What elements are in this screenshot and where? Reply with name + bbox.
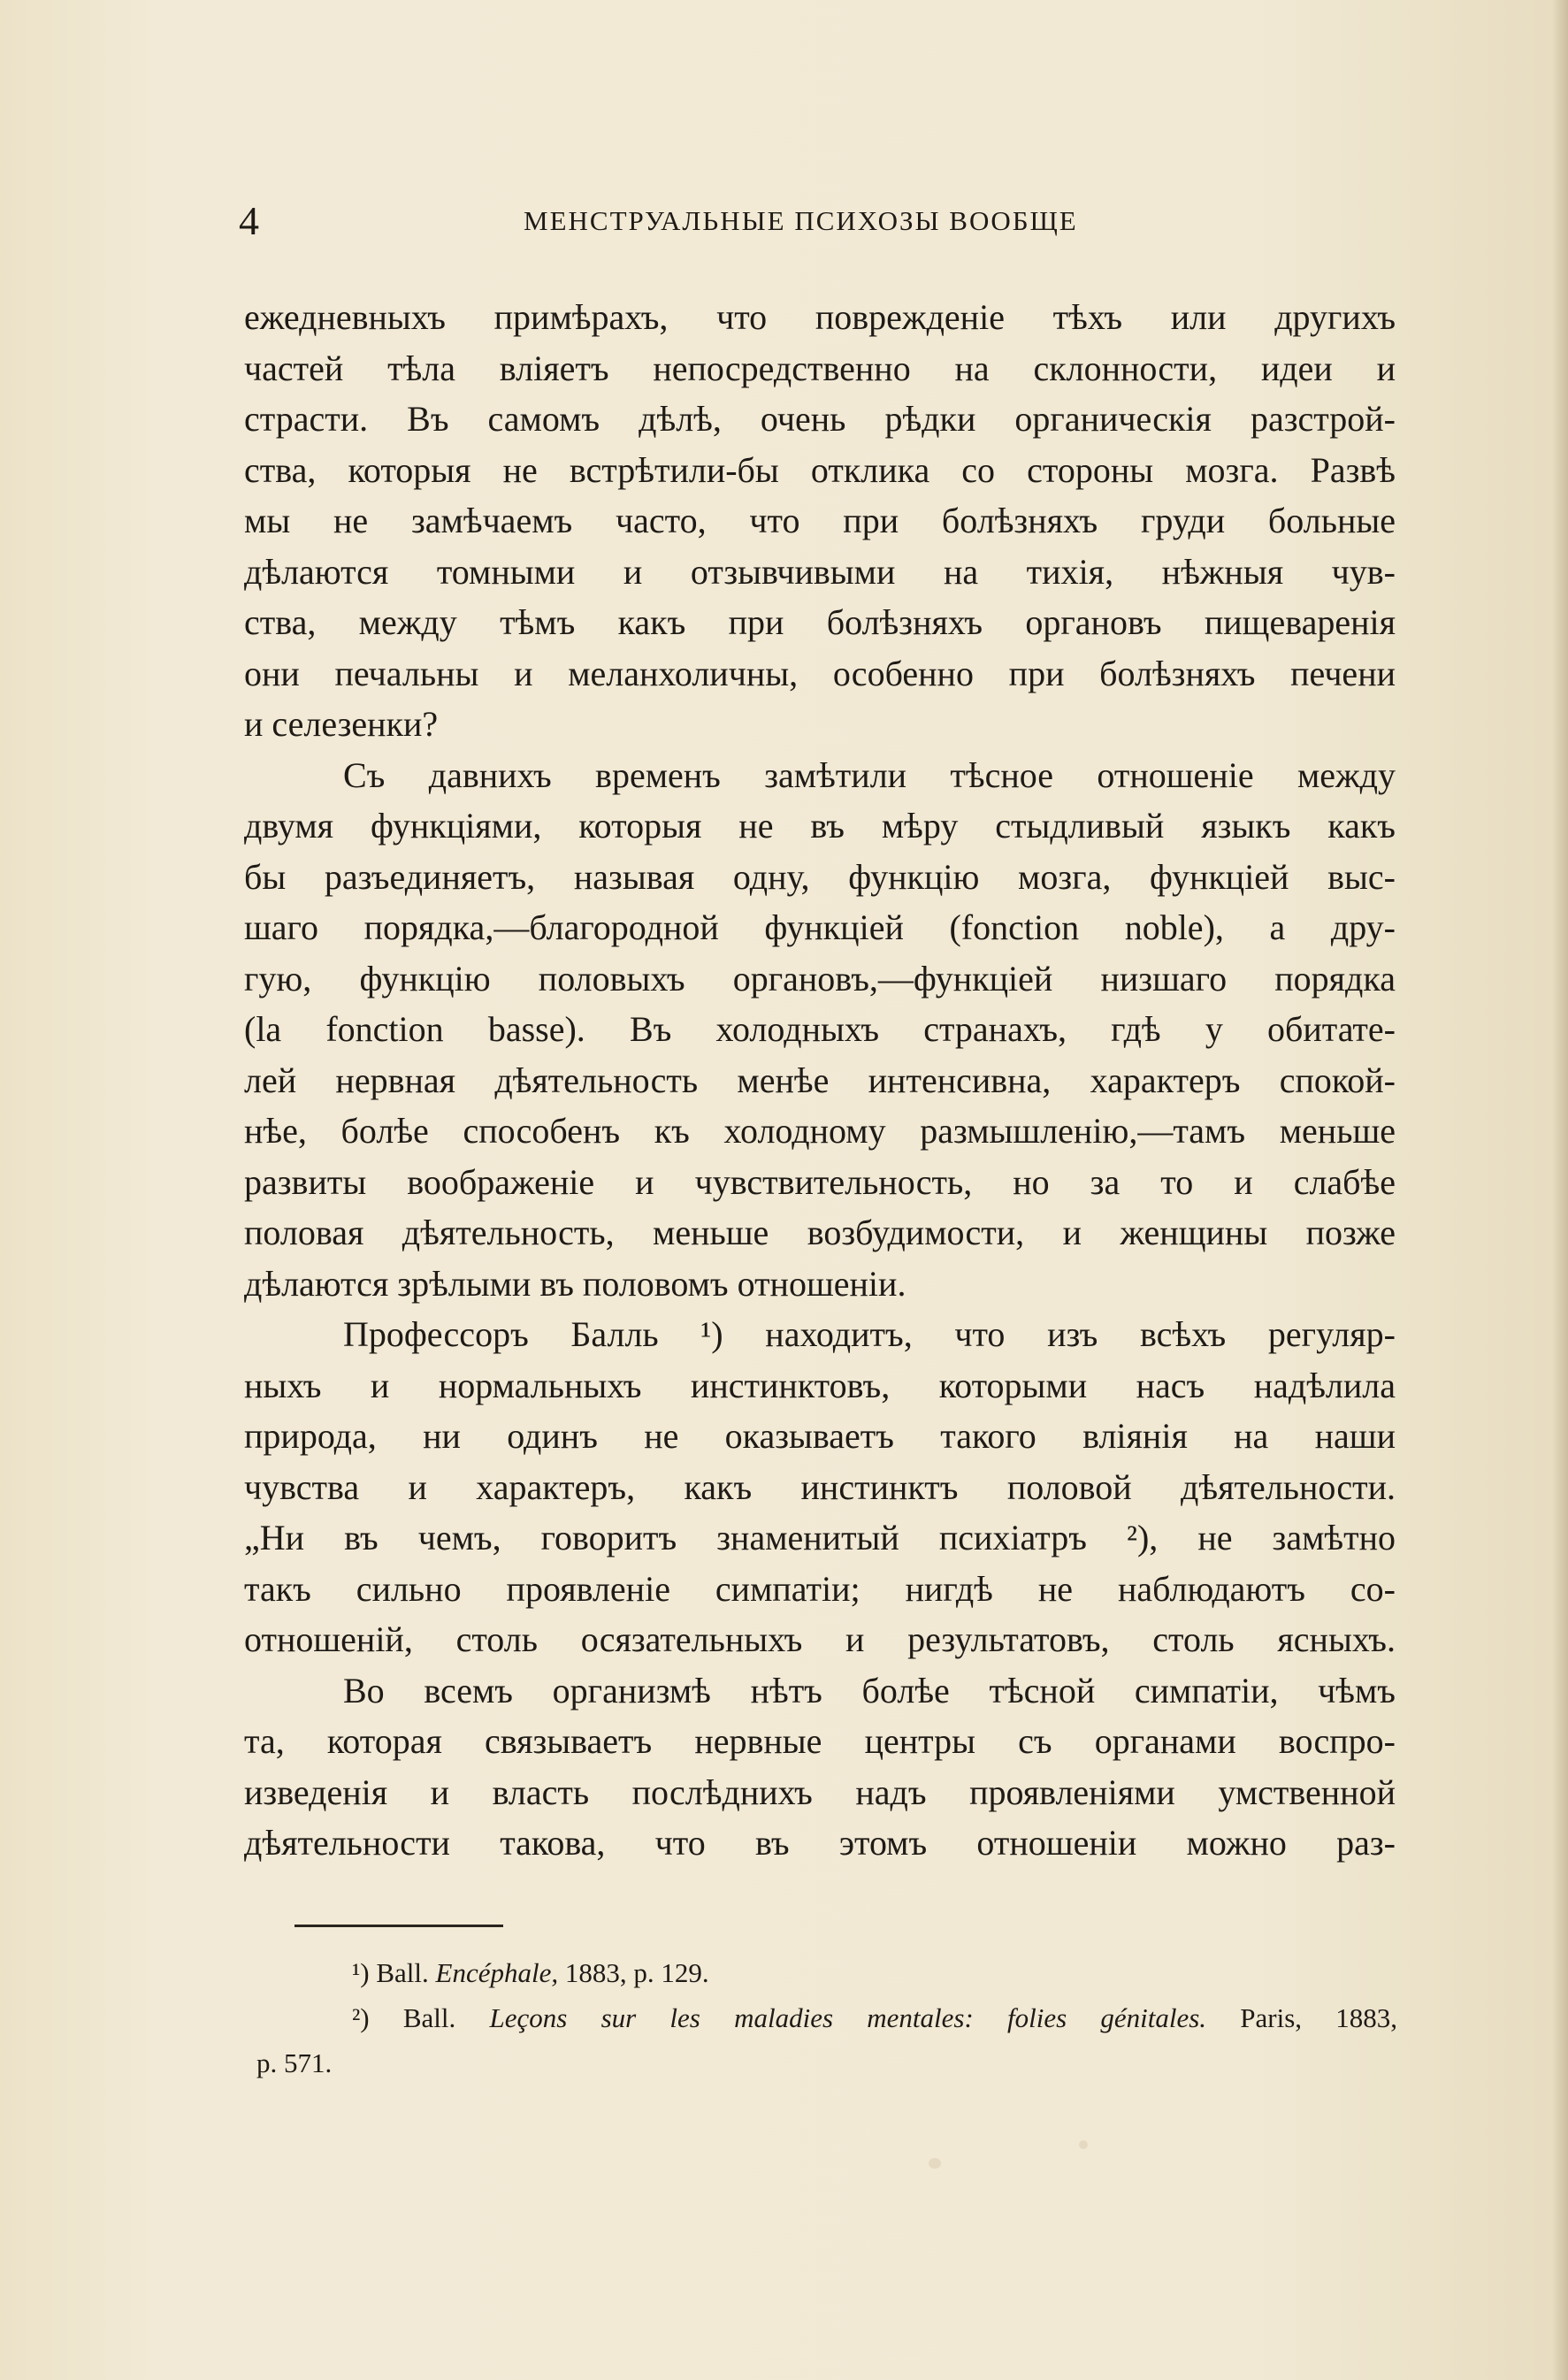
footnote-title: Encéphale, bbox=[435, 1957, 559, 1988]
footnote-1 bbox=[256, 1950, 1397, 1995]
footnote-author: Ball. bbox=[402, 2002, 456, 2033]
text-line: такъ сильно проявленіе симпатіи; нигдѣ не наблюдаютъ со- bbox=[244, 1568, 1396, 1609]
text-line: ства, между тѣмъ какъ при болѣзняхъ органовъ пищеваренія bbox=[244, 602, 1396, 642]
text-line: ежедневныхъ примѣрахъ, что поврежденіе тѣхъ или другихъ bbox=[244, 297, 1396, 337]
footnote-2-continuation: p. 571. bbox=[256, 2047, 333, 2078]
text-line: мы не замѣчаемъ часто, что при болѣзняхъ груди больные bbox=[244, 501, 1396, 540]
text-line: дѣлаются зрѣлыми въ половомъ отношеніи. bbox=[244, 1263, 906, 1304]
text-line: лей нервная дѣятельность менѣе интенсивна, характеръ спокой- bbox=[244, 1060, 1396, 1100]
text-line: Профессоръ Балль ¹) находитъ, что изъ всѣхъ регуляр- bbox=[343, 1314, 1396, 1354]
text-line: бы разъединяетъ, называя одну, функцію мозга, функціей выс- bbox=[244, 856, 1396, 897]
page-header bbox=[239, 196, 1397, 246]
text-line: и селезенки? bbox=[244, 704, 439, 744]
text-line: „Ни въ чемъ, говоритъ знаменитый психіатръ ²), не замѣтно bbox=[244, 1518, 1396, 1557]
paper-stain bbox=[929, 2158, 941, 2169]
text-line: гую, функцію половыхъ органовъ,—функціей низшаго порядка bbox=[244, 958, 1396, 999]
text-line: страсти. Въ самомъ дѣлѣ, очень рѣдки органическія разстрой- bbox=[244, 399, 1396, 439]
text-line: природа, ни одинъ не оказываетъ такого вліянія на наши bbox=[244, 1416, 1396, 1456]
text-line: Съ давнихъ временъ замѣтили тѣсное отношеніе между bbox=[343, 754, 1396, 795]
running-title: МЕНСТРУАЛЬНЫЕ ПСИХОЗЫ ВООБЩЕ bbox=[524, 205, 1078, 236]
body-text bbox=[244, 292, 1396, 1869]
footnote-title: Leçons sur les maladies mentales: folies génitales. bbox=[489, 2002, 1207, 2033]
text-line: частей тѣла вліяетъ непосредственно на склонности, идеи и bbox=[244, 348, 1396, 388]
text-line: шаго порядка,—благородной функціей (fonction noble), а дру- bbox=[244, 907, 1396, 947]
text-line: отношеній, столь осязательныхъ и результатовъ, столь ясныхъ. bbox=[244, 1619, 1396, 1659]
text-line: (la fonction basse). Въ холодныхъ странахъ, гдѣ у обитате- bbox=[244, 1009, 1396, 1049]
text-line: нѣе, болѣе способенъ къ холодному размышленію,—тамъ меньше bbox=[244, 1111, 1396, 1151]
page-edge-shadow bbox=[1552, 0, 1568, 2380]
text-line: дѣятельности такова, что въ этомъ отношеніи можно раз- bbox=[244, 1823, 1396, 1863]
text-line: развиты воображеніе и чувствительность, но за то и слабѣе bbox=[244, 1161, 1396, 1202]
text-line: чувства и характеръ, какъ инстинктъ половой дѣятельности. bbox=[244, 1466, 1396, 1507]
footnotes bbox=[256, 1950, 1397, 2085]
text-line: половая дѣятельность, меньше возбудимости, и женщины позже bbox=[244, 1213, 1396, 1252]
text-line: Во всемъ организмѣ нѣтъ болѣе тѣсной симпатіи, чѣмъ bbox=[343, 1670, 1396, 1710]
text-line: дѣлаются томными и отзывчивыми на тихія, нѣжныя чув- bbox=[244, 551, 1396, 592]
page-number: 4 bbox=[239, 198, 259, 243]
text-line: изведенія и власть послѣднихъ надъ проявленіями умственной bbox=[244, 1772, 1396, 1812]
footnote-2 bbox=[256, 1995, 1397, 2040]
footnote-rest: 1883, p. 129. bbox=[564, 1957, 709, 1988]
text-line: ства, которыя не встрѣтили-бы отклика со стороны мозга. Развѣ bbox=[244, 449, 1396, 490]
text-line: они печальны и меланхоличны, особенно при болѣзняхъ печени bbox=[244, 653, 1396, 693]
footnote-author: Ball. bbox=[376, 1957, 429, 1988]
text-line: ныхъ и нормальныхъ инстинктовъ, которыми насъ надѣлила bbox=[244, 1365, 1396, 1405]
footnote-rule bbox=[294, 1925, 503, 1927]
paper-stain bbox=[1079, 2140, 1088, 2149]
footnote-rest: Paris, 1883, bbox=[1240, 2002, 1398, 2033]
footnote-marker: ²) bbox=[352, 2002, 370, 2033]
text-line: та, которая связываетъ нервные центры съ органами воспро- bbox=[244, 1721, 1396, 1761]
text-line: двумя функціями, которыя не въ мѣру стыдливый языкъ какъ bbox=[244, 806, 1396, 846]
footnote-marker: ¹) bbox=[352, 1957, 370, 1988]
